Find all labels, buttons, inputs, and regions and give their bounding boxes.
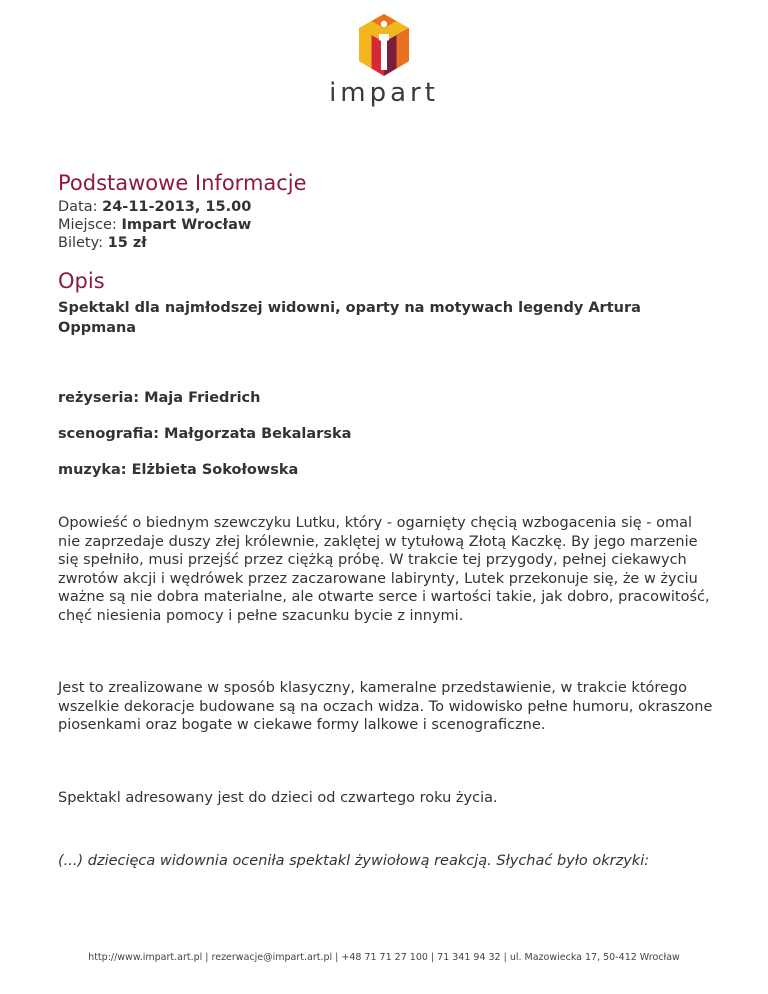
review-quote: (...) dziecięca widownia oceniła spektakl żywiołową reakcją. Słychać było okrzyki: [58,853,650,869]
paragraph-audience: Spektakl adresowany jest do dzieci od czwartego roku życia. [58,789,498,806]
header-logo [0,0,768,120]
credit-director: reżyseria: Maja Friedrich [58,390,261,406]
logo-wordmark: impart [329,78,439,108]
paragraph-staging: Jest to zrealizowane w sposób klasyczny, kameralne przedstawienie, w trakcie którego wszelkie dekoracje budowane są na oczach widza. To widowisko pełne humoru, okraszone piosenkami oraz bogate w ciekawe formy lalkowe i scenograficzne. [58,680,713,733]
info-tickets-value: 15 zł [107,235,147,251]
info-place [58,216,718,234]
heading-basic-info: Podstawowe Informacje [58,171,307,195]
description-lead: Spektakl dla najmłodszej widowni, oparty na motywach legendy Artura Oppmana [58,300,641,336]
info-tickets-label: Bilety: [58,235,108,251]
info-place-label: Miejsce: [58,217,122,233]
info-date-value: 24-11-2013, 15.00 [102,199,252,215]
heading-description: Opis [58,269,105,293]
info-date [58,198,718,216]
credit-set-design: scenografia: Małgorzata Bekalarska [58,426,352,442]
footer-contact: http://www.impart.art.pl | rezerwacje@impart.art.pl | +48 71 71 27 100 | 71 341 94 32 | ul. Mazowiecka 17, 50-412 Wrocław [88,952,680,963]
main-content [58,168,718,871]
info-date-label: Data: [58,199,103,215]
info-tickets [58,234,718,252]
impart-logo-icon [355,14,413,76]
paragraph-story: Opowieść o biednym szewczyku Lutku, który - ogarnięty chęcią wzbogacenia się - omal nie zaprzedaje duszy złej królewnie, zaklętej w tytułową Złotą Kaczkę. By jego marzenie się spełniło, musi przejść przez ciężką próbę. W trakcie tej przygody, pełnej ciekawych zwrotów akcji i wędrówek przez zaczarowane labirynty, Lutek przekonuje się, że w życiu ważne są nie dobra materialne, ale otwarte serce i wartości takie, jak dobro, pracowitość, chęć niesienia pomocy i pełne szacunku bycie z innymi. [58,515,710,624]
credit-music: muzyka: Elżbieta Sokołowska [58,462,299,478]
info-place-value: Impart Wrocław [121,217,252,233]
